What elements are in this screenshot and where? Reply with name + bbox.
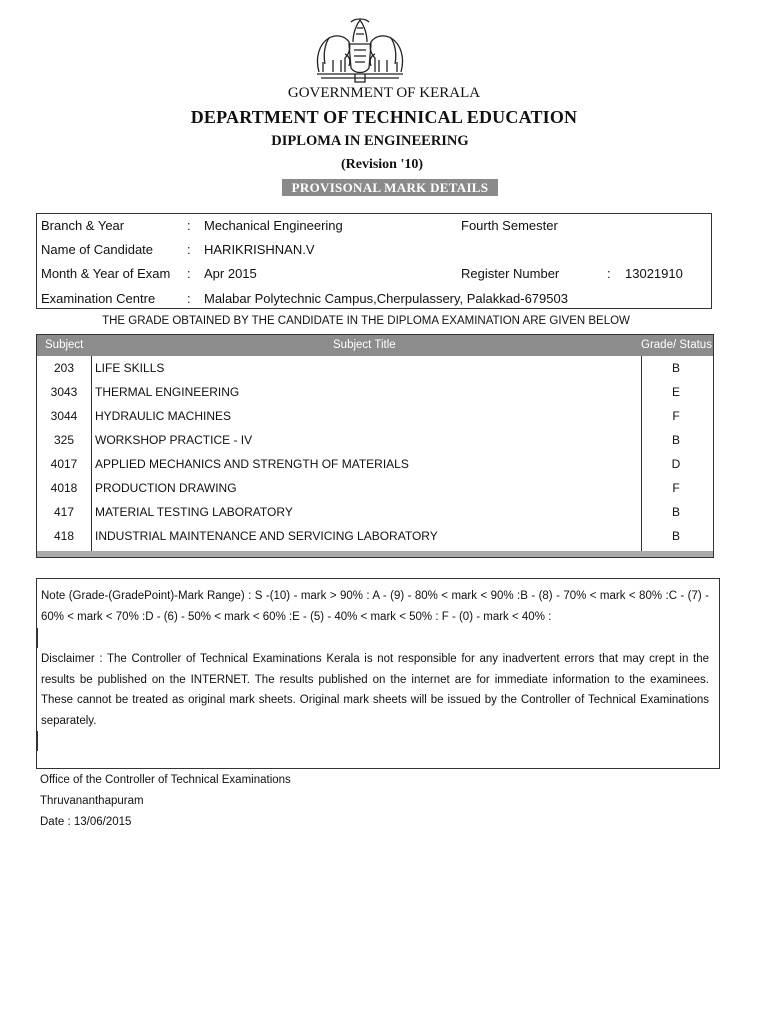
divider — [37, 628, 38, 648]
subject-code: 3043 — [50, 385, 78, 399]
name-value: HARIKRISHNAN.V — [204, 242, 315, 257]
table-row — [37, 429, 713, 453]
table-row — [37, 501, 713, 525]
subject-title: APPLIED MECHANICS AND STRENGTH OF MATERIALS — [95, 457, 409, 471]
grade-note: Note (Grade-(GradePoint)-Mark Range) : S -(10) - mark > 90% : A - (9) - 80% < mark < 90% :B - (8) - 70% < mark < 80% :C - (7) - 60% < mark < 70% :D - (6) - 50% < mark < 60% :E - (5) - 40% < mark < 50% : F - (0) - mark < 40% : — [41, 590, 709, 623]
branch-row — [37, 218, 711, 238]
table-row — [37, 357, 713, 381]
subject-grade: B — [671, 529, 680, 543]
subject-grade: F — [672, 409, 680, 423]
subject-title: PRODUCTION DRAWING — [95, 481, 237, 495]
subject-title: WORKSHOP PRACTICE - IV — [95, 433, 253, 447]
office-city: Thruvananthapuram — [40, 795, 144, 807]
government-heading: GOVERNMENT OF KERALA — [287, 85, 481, 101]
subject-title: INDUSTRIAL MAINTENANCE AND SERVICING LABORATORY — [95, 529, 438, 543]
centre-row — [37, 291, 711, 311]
subject-code: 203 — [53, 361, 75, 375]
header-subject-title: Subject Title — [333, 339, 396, 351]
subject-code: 4018 — [50, 481, 78, 495]
semester-value: Fourth Semester — [461, 218, 558, 233]
subject-code: 418 — [53, 529, 75, 543]
header-subject: Subject — [45, 339, 84, 351]
colon: : — [187, 218, 191, 233]
register-value: 13021910 — [625, 266, 683, 281]
subject-title: HYDRAULIC MACHINES — [95, 409, 232, 423]
subject-grade: B — [671, 505, 680, 519]
subject-grade: E — [671, 385, 680, 399]
subject-title: THERMAL ENGINEERING — [95, 385, 240, 399]
branch-value: Mechanical Engineering — [204, 218, 343, 233]
subject-title: LIFE SKILLS — [95, 361, 165, 375]
exam-month-row — [37, 266, 711, 286]
grades-caption: THE GRADE OBTAINED BY THE CANDIDATE IN THE DIPLOMA EXAMINATION ARE GIVEN BELOW — [102, 315, 630, 327]
department-heading: DEPARTMENT OF TECHNICAL EDUCATION — [190, 107, 578, 127]
subject-grade: B — [671, 361, 680, 375]
office-name: Office of the Controller of Technical Examinations — [40, 774, 291, 786]
colon: : — [607, 266, 611, 281]
table-row — [37, 453, 713, 477]
subject-code: 3044 — [50, 409, 78, 423]
subject-grade: D — [671, 457, 681, 471]
subject-title: MATERIAL TESTING LABORATORY — [95, 505, 293, 519]
name-row — [37, 242, 711, 262]
program-heading: DIPLOMA IN ENGINEERING — [271, 133, 469, 149]
exam-month-label: Month & Year of Exam — [41, 266, 171, 281]
table-row — [37, 477, 713, 501]
header-grade: Grade/ Status — [641, 339, 712, 351]
provisional-banner: PROVISONAL MARK DETAILS — [282, 179, 498, 196]
centre-label: Examination Centre — [41, 291, 156, 306]
subject-code: 325 — [53, 433, 75, 447]
exam-month-value: Apr 2015 — [204, 266, 257, 281]
table-row — [37, 525, 713, 549]
revision-heading: (Revision '10) — [340, 157, 424, 172]
colon: : — [187, 242, 191, 257]
table-header — [37, 335, 713, 356]
table-footer-bar — [37, 551, 713, 557]
issue-date: Date : 13/06/2015 — [40, 816, 132, 828]
subject-code: 417 — [53, 505, 75, 519]
subject-grade: B — [671, 433, 680, 447]
subject-code: 4017 — [50, 457, 78, 471]
table-row — [37, 405, 713, 429]
name-label: Name of Candidate — [41, 242, 154, 257]
register-label: Register Number — [461, 266, 560, 281]
table-row — [37, 381, 713, 405]
marks-table — [36, 334, 714, 558]
colon: : — [187, 266, 191, 281]
centre-value: Malabar Polytechnic Campus,Cherpulassery, Palakkad-679503 — [204, 291, 568, 306]
notes-box — [36, 578, 720, 769]
disclaimer: Disclaimer : The Controller of Technical Examinations Kerala is not responsible for any inadvertent errors that may crept in the results be published on the INTERNET. The results published on the internet are for immediate information to the examinees. These cannot be treated as original mark sheets. Original mark sheets will be issued by the Controller of Technical Examinations separately. — [41, 653, 709, 727]
kerala-state-emblem-icon — [311, 14, 409, 86]
colon: : — [187, 291, 191, 306]
subject-grade: F — [672, 481, 680, 495]
branch-label: Branch & Year — [41, 218, 125, 233]
divider — [37, 731, 38, 751]
candidate-info-box — [36, 213, 712, 309]
